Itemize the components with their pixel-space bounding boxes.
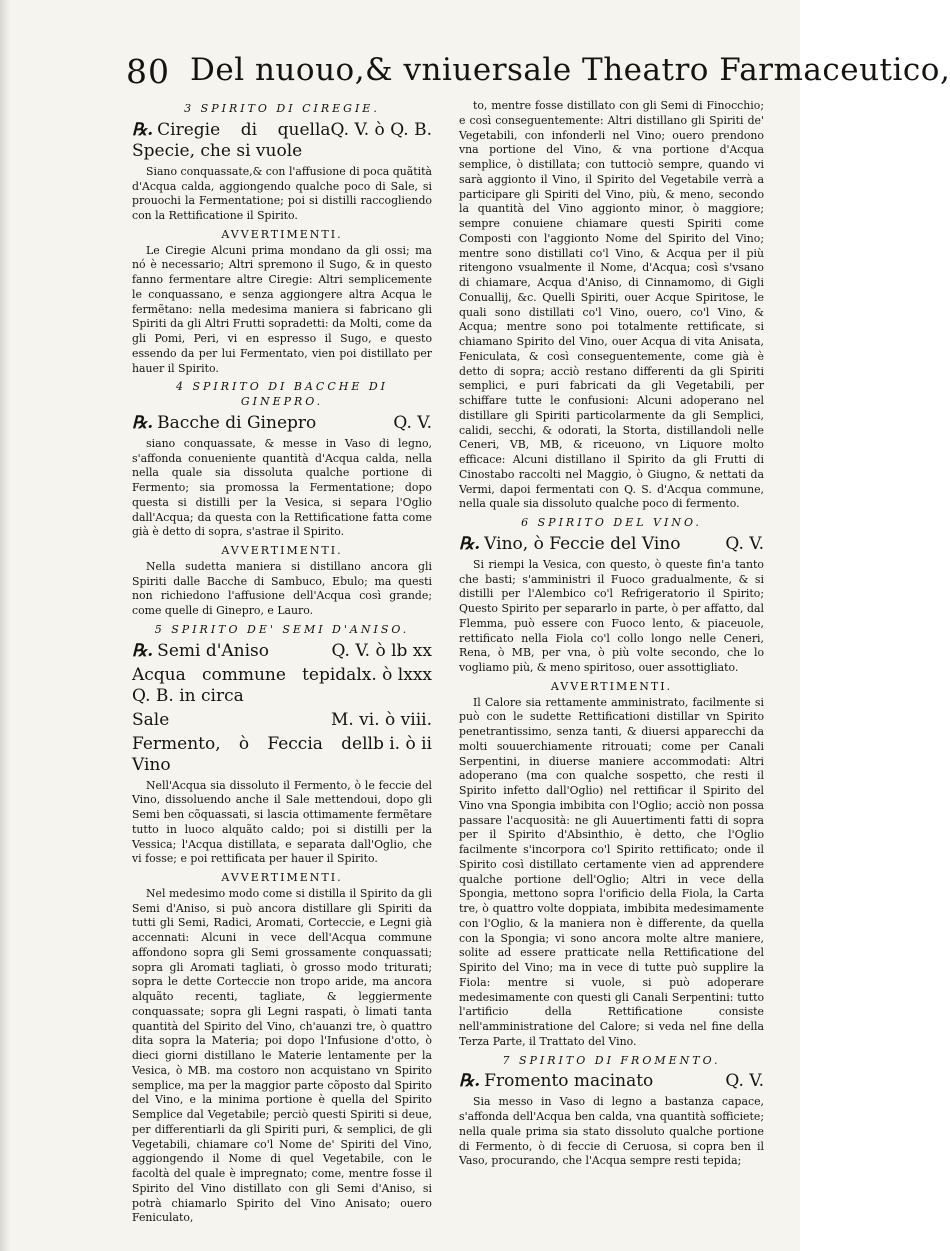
recipe-symbol: ℞. [459,1071,481,1092]
recipe-ingredient: Ciregie di quella Specie, che si vuole [132,119,331,161]
paragraph: Sia messo in Vaso di legno a bastanza capace, s'affonda dell'Acqua ben calda, vna quantità sofficiete; nella quale prima sia stato dissoluto qualche portione di Fermento, ò di feccie di Ceruosa, si copra ben il Vaso, procurando, che l'Acqua sempre resti tepida; [459,1095,764,1168]
paragraph: Il Calore sia rettamente amministrato, facilmente si può con le sudette Rettificationi distillar vn Spirito penetrantissimo, senza tanti, & diuersi apparecchi da molti souuerchiamente ritrouati; come per Canali Serpentini, in diuerse maniere accommodati: Altri adoperano (ma con qualche sospetto, che resti il Spirito infetto dall'Oglio) nel rettificar il Spirito del Vino vna Spongia imbibita con l'Oglio; acciò non possa passare l'acquosità: ne gli Auuertimenti fatti di sopra per il Spirito d'Absinthio, è detto, che l'Oglio facilmente s'incorpora co'l Spirito rettificato; onde il Spirito così distillato certamente vien ad apprendere qualche portione dell'Oglio; Altri in vece della Spongia, mettono sopra l'orificio della Fiola, la Carta tre, ò quattro volte doppiata, imbibita medesimamente con l'Oglio, & la maniera non è differente, da quella con la Spongia; vi sono ancora molte altre maniere, solite ad essere pratticate nella Rettificatione del Spirito del Vino; ma in vece di tutte può supplire la Fiola: mentre si vuole, si può adoperare medesimamente con questi gli Canali Serpentini: tutto l'artificio della Rettificatione consiste nell'amministratione del Calore; si veda nel fine della Terza Parte, il Trattato del Vino. [459,695,764,1048]
recipe-ingredient: Acqua commune tepida Q. B. in circa [132,664,357,706]
paragraph: Nella sudetta maniera si distillano ancora gli Spiriti dalle Bacche di Sambuco, Ebulo; ma questi non richiedono l'affusione dell'Acqua così grande; come quelle di Ginepro, e Lauro. [132,559,432,617]
avvertimenti-heading: AVVERTIMENTI. [550,679,673,693]
paragraph: Nell'Acqua sia dissoluto il Fermento, ò le feccie del Vino, dissoluendo anche il Sale mettendoui, dopo gli Semi ben cõquassati, si lascia ottimamente fermẽtare tutto in luoco alquãto caldo; poi si distilli per la Vessica; l'Acqua distillata, e separata dall'Oglio, che vi fosse; e poi rettificata per hauer il Spirito. [132,778,432,866]
recipe-line [132,641,432,662]
running-head: Del nuouo,& vniuersale Theatro Farmaceutico, [190,52,950,88]
recipe-quantity: lx. ò lxxx [356,664,432,685]
recipe-quantity: Q. V. ò lb xx [331,640,432,661]
recipe-ingredient: Vino, ò Feccie del Vino [484,533,681,554]
recipe-line [132,120,432,162]
recipe-ingredient: Semi d'Aniso [157,640,270,661]
recipe-quantity: M. vi. ò viii. [330,709,432,730]
recipe-quantity: Q. V. [725,533,764,554]
section-heading: 5 SPIRITO DE' SEMI D'ANISO. [154,622,410,636]
recipe-ingredient: Bacche di Ginepro [157,412,317,433]
avvertimenti-heading: AVVERTIMENTI. [221,871,343,884]
left-column [132,99,432,1230]
recipe-symbol: ℞. [132,119,154,140]
recipe-symbol: ℞. [459,533,481,554]
paragraph: siano conquassate, & messe in Vaso di legno, s'affonda conueniente quantità d'Acqua calda, nella nella quale sia dissoluta qualche portione di Fermento; sia promossa la Fermentatione; dopo questa si distilli per la Vesica, si separa l'Oglio dall'Acqua; da questa con la Rettificatione fatta come già è detto di sopra, s'astrae il Spirito. [132,436,432,539]
page-number: 80 [126,52,170,91]
avvertimenti-heading: AVVERTIMENTI. [221,227,343,241]
recipe-line [459,534,764,555]
paragraph: Nel medesimo modo come si distilla il Spirito da gli Semi d'Aniso, si può ancora distillare gli Spiriti da tutti gli Semi, Radici, Aromati, Corteccie, e Legni già accennati: Alcuni in vece dell'Acqua commune affondono sopra gli Semi grossamente conquassati; sopra gli Aromati tagliati, ò grosso modo triturati; sopra le dette Corteccie non tropo aride, ma ancora alquãto recenti, tagliate, & leggiermente conquassate; sopra gli Legni raspati, ò limati tanta quantità del Spirito del Vino, ch'auanzi tre, ò quattro dita sopra la Materia; poi dopo l'Infusione d'otto, ò dieci giorni distillano le Materie lentamente per la Vesica, ò MB. ma costoro non acquistano vn Spirito semplice, ma per la maggior parte cõposto dal Spirito del Vino, e la minima portione è quella del Spirito Semplice dal Vegetabile; perciò questi Spiriti si deue, per differentiarli da gli Spiriti puri, & semplici, de gli Vegetabili, chiamare co'l Nome de' Spiriti del Vino, aggiongendo il Nome di quel Vegetabile, con le facoltà del quale è impregnato; come, mentre fosse il Spirito del Vino distillato con gli Semi d'Aniso, si potrà chiamarlo Spirito del Vino Anisato; ouero Feniculato, [132,886,432,1225]
paragraph: Le Ciregie Alcuni prima mondano da gli ossi; ma nó è necessario; Altri spremono il Sugo, & in questo fanno fermentare altre Ciregie: Altri semplicemente le conquassano, e senza aggiongere altra Acqua le fermẽtano: nella medesima maniera si fabricano gli Spiriti da gli Altri Frutti sopradetti: da Molti, come da gli Pomi, Peri, vi en espresso il Sugo, e questo essendo da per lui Fermentato, vien poi distillato per hauer il Spirito. [132,243,432,375]
recipe-line [459,1071,764,1092]
binding-shadow [0,0,10,1251]
section-heading: 6 SPIRITO DEL VINO. [521,516,702,529]
paragraph: Siano conquassate,& con l'affusione di poca quãtità d'Acqua calda, aggiongendo qualche poco di Sale, si prouochi la Fermentatione; poi si distilli raccogliendo con la Rettificatione il Spirito. [132,164,432,222]
recipe-line [132,734,432,776]
section-heading: 3 SPIRITO DI CIREGIE. [184,102,380,115]
recipe-line [132,665,432,707]
recipe-ingredient: Fromento macinato [484,1071,654,1092]
recipe-quantity: Q. V. [393,412,432,433]
section-heading: 4 SPIRITO DI BACCHE DI GINEPRO. [175,380,389,408]
right-column [459,99,764,1173]
recipe-quantity: lb i. ò ii [367,733,432,754]
recipe-symbol: ℞. [132,640,154,661]
paragraph: Si riempi la Vesica, con questo, ò queste fin'a tanto che basti; s'amministri il Fuoco gradualmente, & si distilli per l'Alembico co'l Refrigeratorio il Spirito; Questo Spirito per separarlo in parte, ò per affatto, dal Flemma, può essere con Fuoco lento, & piaceuole, rettificato nella Fiola co'l collo longo nelle Ceneri, Rena, ò MB, per vna, ò più volte secondo, che lo vogliamo più, & meno spiritoso, ouer assottigliato. [459,557,764,674]
recipe-line [132,413,432,434]
recipe-quantity: Q. V. ò Q. B. [330,119,432,140]
paragraph: to, mentre fosse distillato con gli Semi di Finocchio; e così conseguentemente: Altri distillano gli Spiriti de' Vegetabili, con infonderli nel Vino; ouero prendono vna portione del Vino, & vna portione d'Acqua semplice, ò distillata; con tuttociò sempre, quando vi sarà aggionto il Vino, il Spirito del Vegetabile verrà a participare gli Spiriti del Vino, più, & meno, secondo la quantità del Vino aggionto minor, ò maggiore; sempre conuiene chiamare questi Spiriti come Composti con l'aggionto Nome del Spirito del Vino; mentre sono distillati co'l Vino, & Acqua per il più ritengono vsualmente il Nome, d'Acqua; così s'vsano di chiamare, Acqua d'Aniso, di Cinnamomo, di Gigli Conuallij, &c. Quelli Spiriti, ouer Acque Spiritose, le quali sono distillati co'l Vino, ouero, co'l Vino, & Acqua; mentre sono poi totalmente rettificate, si chiamano Spirito del Vino, ouer Acqua di vita Anisata, Feniculata, & così conseguentemente, come già è detto di sopra; acciò restano differenti da gli Spiriti semplici, e puri fabricati da gli Vegetabili, per schiffare tutte le confusioni: Alcuni adoperano nel distillare gli Spiriti particolarmente da gli Semplici, calidi, secchi, & odorati, la Storta, distillandoli nelle Ceneri, VB, MB, & riceuono, vn Liquore molto efficace: Alcuni distillano il Spirito da gli Frutti di Cinostabo raccolti nel Maggio, ò Giugno, & nettati da Vermi, dapoi fermentati con Q. S. d'Acqua commune, nella quale sia dissoluto qualche poco di fermento. [459,99,764,511]
section-heading: 7 SPIRITO DI FROMENTO. [502,1053,721,1067]
recipe-ingredient: Sale [132,709,170,730]
recipe-ingredient: Fermento, ò Feccia del Vino [132,733,368,775]
recipe-symbol: ℞. [132,412,154,433]
recipe-line [132,710,432,731]
recipe-quantity: Q. V. [725,1071,764,1092]
avvertimenti-heading: AVVERTIMENTI. [221,544,343,557]
